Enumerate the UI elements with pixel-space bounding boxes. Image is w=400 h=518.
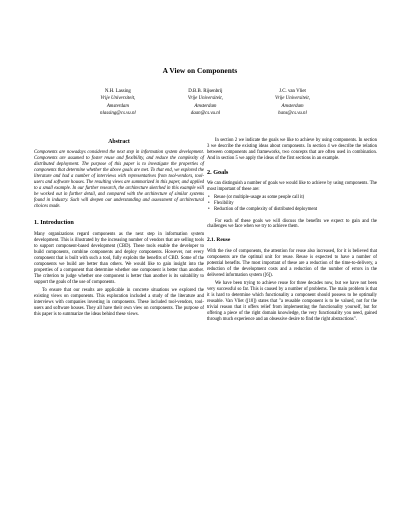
introduction-paragraph: Many organizations regard components as the next step in information system development. This is illustrated by the increasing number of vendors that are selling tools to support component-based development (CBD). These tools enable the developer to build components, combine components and deploy components. However, not every component that is built with such a tool, fully exploits the benefits of CBD. Some of the components we build are better than others. We would like to gain insight into the properties of a component that determine whether one component is better than another. The criterion to judge whether one component is better than another is its suitability to support the goals of the use of components. — [34, 232, 204, 286]
introduction-paragraph: To ensure that our results are applicable in concrete situations we explored the existing views on components. This exploration included a study of the literature and interviews with companies investing in components. These included tool-vendors, tool-users and software houses. They all have their own view on components. The purpose of this paper is to summarize the ideas behind these views. — [34, 288, 204, 317]
author-email[interactable]: daan@cs.vu.nl — [190, 111, 221, 117]
reuse-paragraph: With the rise of components, the attention for reuse also increased, for it is believed that components are the optimal unit for reuse. Reuse is expected to have a number of potential benefits. The most important of these are a reduction of the time-to-delivery, a reduction of the development costs and a reduction of the number of errors in the delivered information system ([6]). — [207, 249, 377, 279]
goals-list — [207, 195, 377, 213]
author-2 — [188, 88, 223, 118]
reuse-paragraph: We have been trying to achieve reuse for three decades now, but we have not been very successful so far. This is caused by a number of problems. The main problem is that it is hard to determine which functionality a component should possess to be optimally reusable. Van Vliet ([10]) states that "a reusable component is to be valued, not for the trivial reason that it offers relief from implementing the functionality yourself, but for offering a piece of the right domain knowledge, the very functionality you need, gained through much experience and an obsessive desire to find the right abstractions". — [207, 281, 377, 322]
list-item: • Reuse (or multiple-usage as some people call it) — [207, 195, 377, 201]
author-city: Amsterdam — [106, 103, 129, 109]
section-overview-paragraph: In section 2 we indicate the goals we like to achieve by using components. In section 3 we describe the existing ideas about components. In section 4 we describe the relation between components and frameworks, two concepts that are often used in combination. And in section 5 we apply the ideas of the first sections in an example. — [207, 138, 377, 161]
introduction-heading: 1. Introduction — [34, 219, 74, 227]
reuse-heading: 2.1. Reuse — [207, 237, 231, 244]
left-column — [34, 140, 204, 318]
paper-title: A View on Components — [162, 66, 238, 75]
goals-closing: For each of these goals we will discuss the benefits we expect to gain and the challenges we face when we try to achieve them. — [207, 218, 377, 230]
author-email[interactable]: nlassing@cs.vu.nl — [100, 111, 136, 117]
goals-heading: 2. Goals — [207, 168, 229, 176]
author-1 — [100, 88, 136, 118]
author-affiliation: Vrije Universiteit, — [187, 96, 223, 102]
author-affiliation: Vrije Universiteit, — [100, 96, 136, 102]
author-email[interactable]: hans@cs.vu.nl — [278, 111, 307, 117]
author-name: N.H. Lassing — [104, 89, 131, 94]
author-city: Amsterdam — [281, 103, 304, 109]
right-column — [207, 138, 377, 323]
abstract-text: Components are nowadays considered the next step in information system development. Components are assumed to foster reuse and flexibility, and reduce the complexity of distributed deployment. The purpose of this paper is to investigate the properties of components that determine whether the above goals are met. To that end, we explored the literature and had a number of interviews with representatives from tool-vendors, tool-users and software houses. The resulting views are summarized in this paper, and applied to a small example. In our further research, the architecture sketched in this example will be worked out in further detail, and compared with the architecture of similar systems found in industry. Such will deepen our understanding and assessment of architectural choices made. — [34, 149, 204, 209]
list-item: • Flexibility — [207, 201, 377, 207]
author-block — [100, 88, 310, 118]
author-city: Amsterdam — [194, 103, 217, 109]
list-item: • Reduction of the complexity of distributed deployment — [207, 207, 377, 213]
author-name: D.B.B. Rijsenbrij — [188, 89, 223, 94]
abstract-heading: Abstract — [108, 139, 130, 145]
author-name: J.C. van Vliet — [279, 89, 306, 94]
goals-intro: We can distinguish a number of goals we would like to achieve by using components. The most important of these are: — [207, 180, 377, 192]
author-affiliation: Vrije Universiteit, — [275, 96, 310, 102]
author-3 — [275, 88, 310, 118]
